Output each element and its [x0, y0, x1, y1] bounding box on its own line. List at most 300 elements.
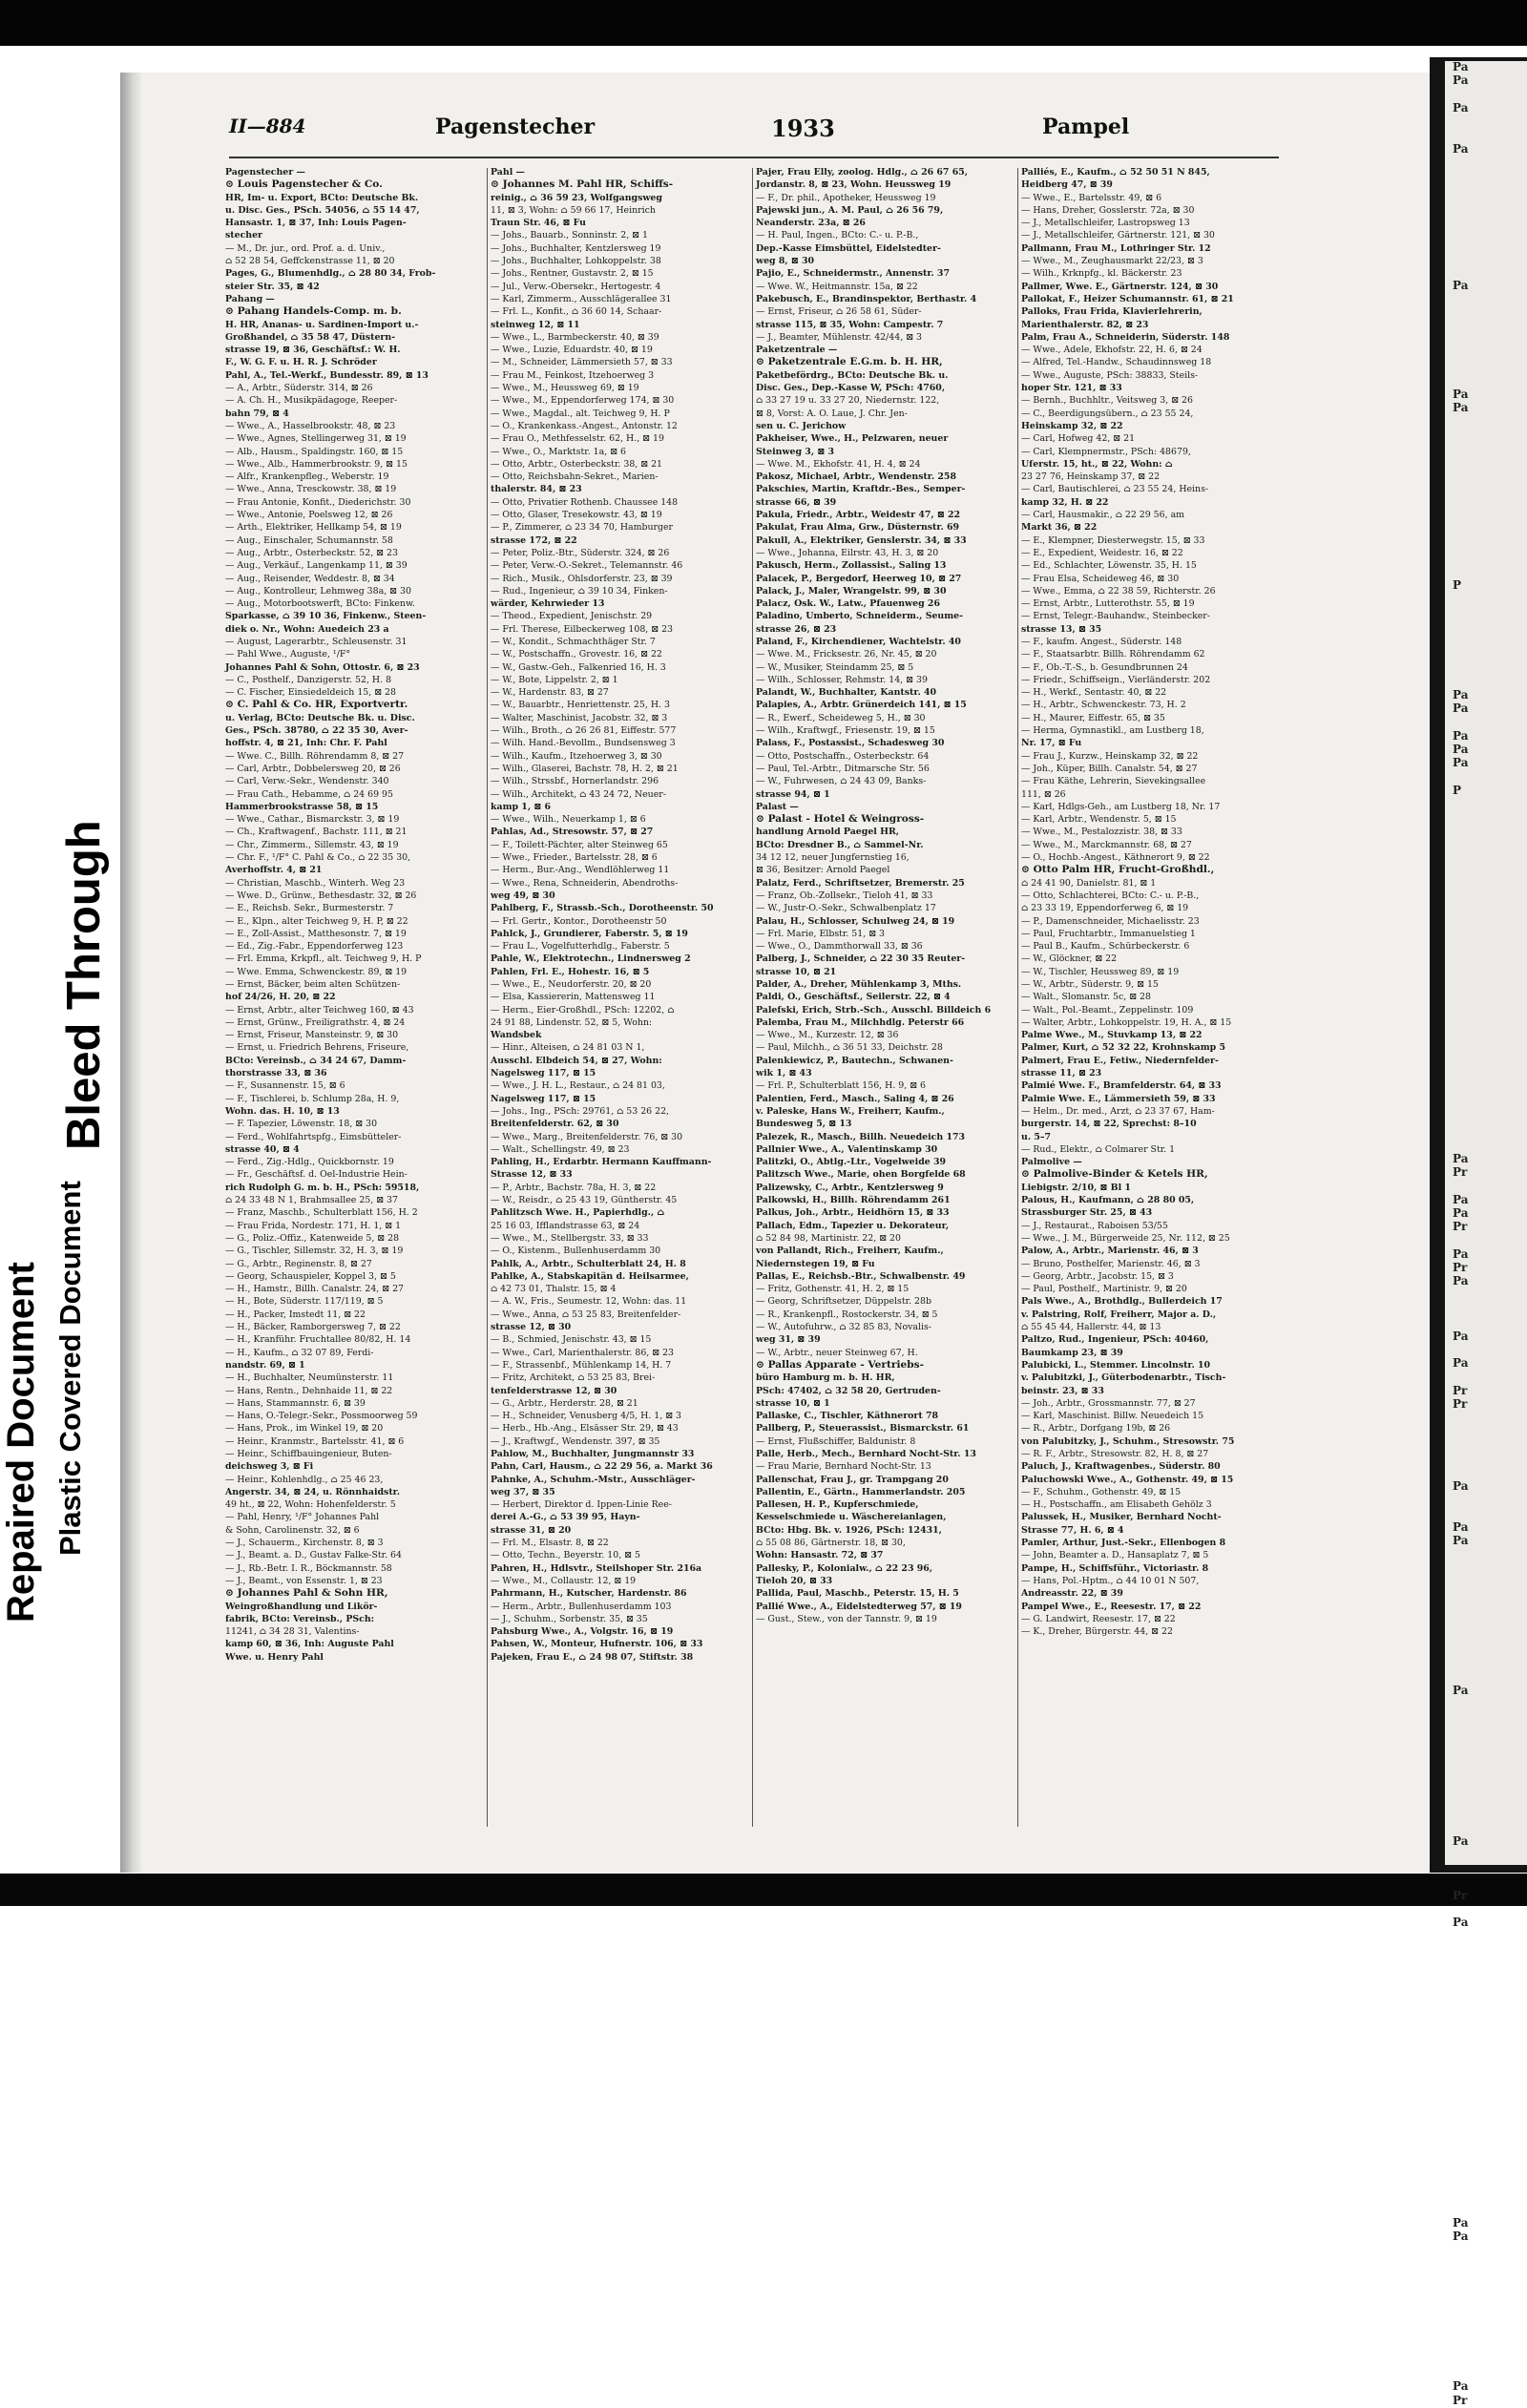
directory-entry-line: — W., Tischler, Heussweg 89, ⊠ 19 [1021, 966, 1180, 977]
directory-entry-line: — F., Strassenbf., Mühlenkamp 14, H. 7 [491, 1359, 672, 1371]
adjacent-page-line [1445, 1944, 1527, 1958]
directory-entry-line: Traun Str. 46, ⊠ Fu [491, 218, 586, 229]
directory-entry-line: — Wwe. C., Billh. Röhrendamm 8, ⊠ 27 [225, 750, 405, 762]
adjacent-page-line [1445, 826, 1527, 839]
adjacent-page-line: Pr [1453, 1888, 1468, 1902]
directory-entry-line: Pakosz, Michael, Arbtr., Wendenstr. 258 [756, 471, 956, 483]
directory-entry-line: Palemba, Frau M., Milchhdlg. Peterstr 66 [756, 1016, 965, 1028]
directory-entry-line: Markt 36, ⊠ 22 [1021, 522, 1098, 534]
directory-entry-line: ⌂ 55 08 86, Gärtnerstr. 18, ⊠ 30, [756, 1538, 906, 1549]
directory-entry-line: Andreasstr. 22, ⊠ 39 [1021, 1588, 1123, 1600]
adjacent-page-line: Pa [1453, 2215, 1469, 2230]
directory-entry-line: Pahl, A., Tel.-Werkf., Bundesstr. 89, ⊠ 13 [225, 369, 429, 381]
directory-entry-line: Uferstr. 15, ht., ⊠ 22, Wohn: ⌂ [1021, 458, 1173, 470]
directory-entry-line: — M., Schneider, Lämmersieth 57, ⊠ 33 [491, 357, 673, 368]
directory-entry-line: — Hans, Rentn., Dehnhaide 11, ⊠ 22 [225, 1385, 393, 1396]
adjacent-page-line [1445, 1412, 1527, 1425]
directory-entry-line: F., W. G. F. u. H. R. J. Schröder [225, 357, 377, 368]
directory-entry-line: — Wilh., Kaufm., Itzehoerweg 3, ⊠ 30 [491, 750, 662, 762]
directory-entry-line: — Wilh., Schlosser, Rehmstr. 14, ⊠ 39 [756, 674, 928, 685]
directory-entry-line: H. HR, Ananas- u. Sardinen-Import u.- [225, 319, 419, 330]
directory-entry-line: — Karl, Zimmerm., Ausschlägerallee 31 [491, 293, 672, 304]
directory-entry-line: Pakheiser, Wwe., H., Pelzwaren, neuer [756, 433, 949, 445]
adjacent-page-line [1445, 1344, 1527, 1357]
directory-entry-line: — Arth., Elektriker, Hellkamp 54, ⊠ 19 [225, 522, 402, 534]
adjacent-page-line [1445, 648, 1527, 661]
directory-entry-line: — Wwe., M., Collaustr. 12, ⊠ 19 [491, 1575, 637, 1586]
directory-entry-line: v. Palubitzki, J., Güterbodenarbtr., Tisch- [1021, 1372, 1226, 1384]
adjacent-page-line: Pa [1453, 1833, 1469, 1848]
directory-entry-line: Palmert, Frau E., Fetiw., Niedernfelder- [1021, 1055, 1219, 1066]
directory-entry-line: — J., Schuhm., Sorbenstr. 35, ⊠ 35 [491, 1613, 648, 1624]
directory-entry-line: — Otto, Techn., Beyerstr. 10, ⊠ 5 [491, 1550, 640, 1561]
adjacent-page-line [1445, 2326, 1527, 2339]
directory-entry-line: — Johs., Rentner, Gustavstr. 2, ⊠ 15 [491, 268, 654, 280]
directory-entry-line: von Palubitzky, J., Schuhm., Stresowstr. 75 [1021, 1435, 1235, 1447]
adjacent-page-line [1445, 1372, 1527, 1385]
directory-entry-line: strasse 115, ⊠ 35, Wohn: Campestr. 7 [756, 319, 944, 330]
directory-entry-line: — Wwe., Alb., Hammerbrookstr. 9, ⊠ 15 [225, 458, 408, 470]
directory-entry-line: — Walt., Slomanstr. 5c, ⊠ 28 [1021, 992, 1151, 1003]
directory-entry-line: — H., Bäcker, Ramborgersweg 7, ⊠ 22 [225, 1322, 401, 1333]
adjacent-page-line [1445, 2135, 1527, 2148]
directory-entry-line: — Hans, Prok., im Winkel 19, ⊠ 20 [225, 1423, 384, 1434]
directory-entry-line: — J., Beamt., von Essenstr. 1, ⊠ 23 [225, 1575, 383, 1586]
directory-entry-line: — Carl, Bautischlerei, ⌂ 23 55 24, Heins- [1021, 484, 1209, 495]
adjacent-page-line [1445, 607, 1527, 620]
directory-entry-line: Paketbefördrg., BCto: Deutsche Bk. u. [756, 369, 949, 381]
adjacent-page-line [1445, 1030, 1527, 1043]
directory-entry-line: v. Paleske, Hans W., Freiherr, Kaufm., [756, 1105, 945, 1117]
adjacent-page-line: Pa [1453, 1205, 1469, 1220]
directory-entry-line: Pahn, Carl, Hausm., ⌂ 22 29 56, a. Markt 36 [491, 1461, 713, 1473]
adjacent-page-line [1445, 1862, 1527, 1875]
adjacent-page-line: Pa [1453, 60, 1469, 73]
directory-entry-line: — J., Restaurat., Raboisen 53/55 [1021, 1220, 1168, 1231]
directory-entry-line: — F., Ob.-T.-S., b. Gesundbrunnen 24 [1021, 661, 1188, 673]
directory-entry-line: — Pahl, Henry, ¹/F° Johannes Pahl [225, 1512, 380, 1523]
directory-entry-line: — E., Expedient, Weidestr. 16, ⊠ 22 [1021, 547, 1183, 558]
directory-entry-line: Pajeken, Frau E., ⌂ 24 98 07, Stiftstr. 38 [491, 1651, 694, 1663]
adjacent-page-line [1445, 1753, 1527, 1767]
adjacent-page-line [1445, 293, 1527, 306]
directory-entry-line: ⌂ 23 33 19, Eppendorferweg 6, ⊠ 19 [1021, 903, 1189, 914]
directory-entry-line: — E., Zoll-Assist., Matthesonstr. 7, ⊠ 19 [225, 928, 407, 939]
directory-entry-line: — C., Posthelf., Danzigerstr. 52, H. 8 [225, 674, 392, 685]
directory-entry-line: 34 12 12, neuer Jungfernstieg 16, [756, 852, 910, 864]
directory-entry-line: Pahlck, J., Grundierer, Faberstr. 5, ⊠ 19 [491, 928, 688, 939]
directory-entry-line: — J., Beamter, Mühlenstr. 42/44, ⊠ 3 [756, 331, 922, 343]
directory-entry-line: — Wwe., M., Heussweg 69, ⊠ 19 [491, 383, 639, 394]
adjacent-page-line [1445, 1002, 1527, 1016]
directory-entry-line: — Ed., Zig.-Fabr., Eppendorferweg 123 [225, 941, 404, 953]
adjacent-page-line [1445, 1099, 1527, 1112]
directory-entry-line: — Wwe., L., Barmbeckerstr. 40, ⊠ 39 [491, 331, 659, 343]
directory-entry-line: — Frau Käthe, Lehrerin, Sievekingsallee [1021, 776, 1206, 787]
side-label-bleed-through: Bleed Through [58, 820, 110, 1150]
directory-entry-line: — Wwe., Adele, Ekhofstr. 22, H. 6, ⊠ 24 [1021, 345, 1203, 356]
directory-entry-line: — Wilh., Krknpfg., kl. Bäckerstr. 23 [1021, 268, 1182, 280]
directory-entry-line: Pallach, Edm., Tapezier u. Dekorateur, [756, 1220, 950, 1231]
directory-entry-line: Tieloh 20, ⊠ 33 [756, 1575, 833, 1586]
directory-entry-line: diek o. Nr., Wohn: Auedeich 23 a [225, 623, 389, 635]
directory-entry-line: u. Disc. Ges., PSch. 54056, ⌂ 55 14 47, [225, 204, 420, 216]
adjacent-page-line [1445, 2245, 1527, 2258]
adjacent-page-line: Pr [1453, 2393, 1468, 2407]
directory-entry-line: — Johs., Bauarb., Sonninstr. 2, ⊠ 1 [491, 230, 648, 241]
directory-entry-line: — Frau M., Feinkost, Itzehoerweg 3 [491, 369, 655, 381]
directory-entry-line: ⌂ 24 33 48 N 1, Brahmsallee 25, ⊠ 37 [225, 1195, 398, 1206]
adjacent-page-line [1445, 1071, 1527, 1084]
directory-entry-line: strasse 11, ⊠ 23 [1021, 1068, 1102, 1079]
adjacent-page-line [1445, 1507, 1527, 1520]
directory-entry-line: — J., Schauerm., Kirchenstr. 8, ⊠ 3 [225, 1538, 384, 1549]
adjacent-page-line [1445, 1972, 1527, 1985]
adjacent-page-line [1445, 566, 1527, 579]
adjacent-page-line [1445, 1316, 1527, 1330]
adjacent-page-line [1445, 1821, 1527, 1834]
adjacent-page-line: Pa [1453, 1478, 1469, 1493]
directory-entry-line: — Heinr., Schiffbauingenieur, Buten- [225, 1448, 392, 1459]
directory-entry-line: — Frau Cath., Hebamme, ⌂ 24 69 95 [225, 788, 393, 800]
header-year: 1933 [771, 115, 835, 142]
directory-entry-line: — Rich., Musik., Ohlsdorferstr. 23, ⊠ 39 [491, 573, 673, 584]
directory-entry-line: — Rud., Elektr., ⌂ Colmarer Str. 1 [1021, 1143, 1176, 1155]
directory-entry-line: — W., Kondit., Schmachthäger Str. 7 [491, 636, 656, 647]
adjacent-page-line [1445, 770, 1527, 784]
scan-top-border [0, 0, 1527, 46]
adjacent-page-line [1445, 2094, 1527, 2107]
adjacent-page-line [1445, 525, 1527, 538]
adjacent-page-line: Pa [1453, 2379, 1469, 2394]
directory-entry-line: Pahle, W., Elektrotechn., Lindnersweg 2 [491, 953, 691, 965]
directory-entry-line: Pakulat, Frau Alma, Grw., Düsternstr. 69 [756, 522, 960, 534]
directory-entry-line: ⊙ C. Pahl & Co. HR, Exportvertr. [225, 699, 408, 711]
directory-entry-line: Pahlberg, F., Strassb.-Sch., Dorotheenstr. 50 [491, 903, 714, 914]
directory-entry-line: Palmié Wwe. F., Bramfelderstr. 64, ⊠ 33 [1021, 1080, 1222, 1092]
adjacent-page-line [1445, 1849, 1527, 1862]
directory-entry-line: hoper Str. 121, ⊠ 33 [1021, 383, 1122, 394]
directory-entry-line: — Wwe., Marg., Breitenfelderstr. 76, ⊠ 30 [491, 1131, 683, 1142]
directory-entry-line: kamp 32, H. ⊠ 22 [1021, 496, 1109, 508]
directory-entry-line: — Carl, Hausmakir., ⌂ 22 29 56, am [1021, 510, 1185, 521]
adjacent-page-line [1445, 2148, 1527, 2162]
directory-entry-line: — R. F., Arbtr., Stresowstr. 82, H. 8, ⊠ 27 [1021, 1448, 1209, 1459]
directory-entry-line: — H., Kaufm., ⌂ 32 07 89, Ferdi- [225, 1347, 374, 1358]
directory-entry-line: — Hans, Stammannstr. 6, ⊠ 39 [225, 1397, 366, 1409]
directory-entry-line: — Wilh. Hand.-Bevollm., Bundsensweg 3 [491, 738, 676, 749]
directory-entry-line: — Chr., Zimmerm., Sillemstr. 43, ⊠ 19 [225, 839, 399, 850]
directory-entry-line: — Alb., Hausm., Spaldingstr. 160, ⊠ 15 [225, 446, 404, 457]
adjacent-page-line: Pa [1453, 1246, 1469, 1261]
adjacent-page-line [1445, 2313, 1527, 2326]
directory-entry-line: — Heinr., Kranmstr., Bartelsstr. 41, ⊠ 6 [225, 1435, 405, 1447]
directory-entry-line: — Ernst, Flußschiffer, Baldunistr. 8 [756, 1435, 916, 1447]
directory-entry-line: Pakebusch, E., Brandinspektor, Berthastr. 4 [756, 293, 977, 304]
directory-entry-line: ⊙ Paketzentrale E.G.m. b. H. HR, [756, 356, 943, 368]
adjacent-page-line [1445, 1603, 1527, 1617]
directory-entry-line: — Frau L., Vogelfutterhdlg., Faberstr. 5 [491, 941, 670, 953]
directory-entry-line: — Wwe., Johanna, Eilrstr. 43, H. 3, ⊠ 20 [756, 547, 939, 558]
directory-entry-line: — Wwe., M., Pestalozzistr. 38, ⊠ 33 [1021, 827, 1182, 838]
directory-entry-line: — John, Beamter a. D., Hansaplatz 7, ⊠ 5 [1021, 1550, 1209, 1561]
directory-entry-line: ⊙ Palast - Hotel & Weingross- [756, 813, 925, 826]
adjacent-page-line: Pa [1453, 1274, 1469, 1288]
adjacent-page-line [1445, 1617, 1527, 1630]
adjacent-page-line [1445, 1985, 1527, 1999]
directory-entry-line: — Wilh., Glaserei, Bachstr. 78, H. 2, ⊠ 21 [491, 763, 679, 774]
directory-entry-line: HR, Im- u. Export, BCto: Deutsche Bk. [225, 192, 419, 203]
directory-entry-line: Pallentin, E., Gärtn., Hammerlandstr. 205 [756, 1486, 966, 1497]
directory-entry-line: — J., Beamt. a. D., Gustav Falke-Str. 64 [225, 1550, 402, 1561]
adjacent-page-line: Pa [1453, 687, 1469, 701]
adjacent-page-line [1445, 1658, 1527, 1671]
directory-entry-line: bahn 79, ⊠ 4 [225, 408, 289, 419]
directory-entry-line: büro Hamburg m. b. H. HR, [756, 1372, 895, 1384]
directory-entry-line: — H., Kranführ. Fruchtallee 80/82, H. 14 [225, 1334, 411, 1346]
adjacent-page-line [1445, 512, 1527, 525]
directory-entry-line: Pahlitzsch Wwe. H., Papierhdlg., ⌂ [491, 1207, 665, 1219]
adjacent-page-line: Pa [1453, 728, 1469, 743]
adjacent-page-line: Pa [1453, 73, 1469, 88]
directory-entry-line: — Herm., Eier-Großhdl., PSch: 12202, ⌂ [491, 1004, 675, 1016]
directory-entry-line: Palussek, H., Musiker, Bernhard Nocht- [1021, 1512, 1222, 1523]
adjacent-page-line: Pa [1453, 387, 1469, 402]
directory-entry-line: ⊙ Palmolive-Binder & Ketels HR, [1021, 1168, 1208, 1181]
directory-entry-line: — C., Beerdigungsübern., ⌂ 23 55 24, [1021, 408, 1194, 419]
directory-entry-line: — F., Tischlerei, b. Schlump 28a, H. 9, [225, 1093, 400, 1104]
scan-bottom-border [0, 1874, 1527, 1906]
directory-entry-line: Palder, A., Dreher, Mühlenkamp 3, Mths. [756, 979, 962, 990]
directory-entry-line: Pallnier Wwe., A., Valentinskamp 30 [756, 1143, 938, 1155]
directory-entry-line: — Frl. Marie, Elbstr. 51, ⊠ 3 [756, 928, 885, 939]
directory-entry-line: — Aug., Verkäuf., Langenkamp 11, ⊠ 39 [225, 560, 408, 572]
directory-entry-line: — Wwe., Carl, Marienthalerstr. 86, ⊠ 23 [491, 1347, 675, 1358]
adjacent-page-line [1445, 225, 1527, 239]
directory-entry-line: Palle, Herb., Mech., Bernhard Nocht-Str. 13 [756, 1448, 976, 1459]
directory-entry-line: Strassburger Str. 25, ⊠ 43 [1021, 1207, 1153, 1219]
directory-entry-line: ⊙ Pahang Handels-Comp. m. b. [225, 305, 402, 318]
directory-entry-line: sen u. C. Jerichow [756, 420, 847, 431]
adjacent-page-line [1445, 1740, 1527, 1753]
directory-entry-line: — H., Arbtr., Schwenckestr. 73, H. 2 [1021, 700, 1186, 711]
directory-entry-line: — Frau Frida, Nordestr. 171, H. 1, ⊠ 1 [225, 1220, 402, 1231]
directory-entry-line: ⌂ 33 27 19 u. 33 27 20, Niedernstr. 122, [756, 395, 940, 407]
directory-entry-line: — F., Staatsarbtr. Billh. Röhrendamm 62 [1021, 649, 1205, 660]
directory-entry-line: — Wwe., M., Zeughausmarkt 22/23, ⊠ 3 [1021, 256, 1203, 267]
adjacent-page-line [1445, 1562, 1527, 1576]
directory-entry-line: — Ch., Kraftwagenf., Bachstr. 111, ⊠ 21 [225, 827, 408, 838]
directory-entry-line: — Rud., Ingenieur, ⌂ 39 10 34, Finken- [491, 585, 668, 597]
directory-entry-line: — Herm., Bur.-Ang., Wendlöhlerweg 11 [491, 865, 670, 876]
directory-entry-line: weg 31, ⊠ 39 [756, 1334, 821, 1346]
directory-entry-line: ⊠ 36, Besitzer: Arnold Paegel [756, 865, 890, 876]
adjacent-page-line: Pa [1453, 401, 1469, 415]
adjacent-page-line [1445, 1999, 1527, 2012]
directory-entry-line: — G., Tischler, Sillemstr. 32, H. 3, ⊠ 19 [225, 1246, 404, 1257]
directory-entry-line: — Theod., Expedient, Jenischstr. 29 [491, 611, 653, 622]
directory-entry-line: Palitzki, O., Abtlg.-Ltr., Vogelweide 39 [756, 1157, 947, 1168]
adjacent-page-line [1445, 157, 1527, 170]
directory-entry-line: Pahlas, Ad., Stresowstr. 57, ⊠ 27 [491, 827, 654, 838]
adjacent-page-line [1445, 989, 1527, 1002]
directory-entry-line: — Wwe. Emma, Schwenckestr. 89, ⊠ 19 [225, 966, 408, 977]
directory-entry-line: Nr. 17, ⊠ Fu [1021, 738, 1082, 749]
directory-entry-line: — W., Fuhrwesen, ⌂ 24 43 09, Banks- [756, 776, 927, 787]
adjacent-page-line [1445, 1289, 1527, 1303]
directory-entry-line: Neanderstr. 23a, ⊠ 26 [756, 218, 866, 229]
directory-entry-line: BCto: Dresdner B., ⌂ Sammel-Nr. [756, 839, 924, 850]
directory-entry-line: BCto: Vereinsb., ⌂ 34 24 67, Damm- [225, 1055, 407, 1066]
directory-entry-line: Palentien, Ferd., Masch., Saling 4, ⊠ 26 [756, 1093, 954, 1104]
directory-entry-line: tenfelderstrasse 12, ⊠ 30 [491, 1385, 617, 1396]
adjacent-page-line [1445, 553, 1527, 566]
directory-entry-line: strasse 10, ⊠ 21 [756, 966, 837, 977]
directory-entry-line: strasse 10, ⊠ 1 [756, 1397, 830, 1409]
directory-columns [225, 166, 1275, 1827]
directory-entry-line: — Herb., Hb.-Ang., Elsässer Str. 29, ⊠ 43 [491, 1423, 679, 1434]
directory-entry-line: — H., Postschaffn., am Elisabeth Gehölz 3 [1021, 1499, 1212, 1511]
adjacent-page-line [1445, 1235, 1527, 1248]
directory-entry-line: — Wwe., Rena, Schneiderin, Abendroths- [491, 877, 679, 889]
directory-entry-line: Pajewski jun., A. M. Paul, ⌂ 26 56 79, [756, 204, 944, 216]
adjacent-page-line [1445, 948, 1527, 961]
adjacent-page-line [1445, 2204, 1527, 2217]
adjacent-page-line [1445, 675, 1527, 688]
directory-entry-line: strasse 19, ⊠ 36, Geschäftsf.: W. H. [225, 345, 401, 356]
directory-entry-line: — J., Kraftwgf., Wendenstr. 397, ⊠ 35 [491, 1435, 660, 1447]
adjacent-page-line [1445, 1808, 1527, 1821]
directory-entry-line: — Johs., Buchhalter, Lohkoppelstr. 38 [491, 256, 661, 267]
directory-entry-line: weg 8, ⊠ 30 [756, 256, 815, 267]
adjacent-page-line [1445, 265, 1527, 279]
column-rule [1017, 168, 1018, 1827]
directory-entry-line: — Wilh., Strssbf., Hornerlandstr. 296 [491, 776, 659, 787]
directory-entry-line: Palubicki, L., Stemmer. Lincolnstr. 10 [1021, 1359, 1211, 1371]
directory-entry-line: — W., Postschaffn., Grovestr. 16, ⊠ 22 [491, 649, 662, 660]
directory-entry-line: — Frl. Gertr., Kontor., Dorotheenstr 50 [491, 915, 667, 927]
directory-entry-line: ⊙ Otto Palm HR, Frucht-Großhdl., [1021, 864, 1215, 876]
directory-entry-line: — Wilh., Kraftwgf., Friesenstr. 19, ⊠ 15 [756, 725, 935, 737]
directory-entry-line: Palast — [756, 801, 799, 812]
directory-entry-line: — Joh., Arbtr., Grossmannstr. 77, ⊠ 27 [1021, 1397, 1196, 1409]
directory-entry-line: weg 37, ⊠ 35 [491, 1486, 555, 1497]
directory-entry-line: v. Palstring, Rolf, Freiherr, Major a. D., [1021, 1309, 1217, 1320]
adjacent-page-line: Pr [1453, 1383, 1468, 1397]
directory-entry-line: — Otto, Privatier Rothenb. Chaussee 148 [491, 496, 679, 508]
adjacent-page-line [1445, 2272, 1527, 2285]
directory-entry-line: Pahling, H., Erdarbtr. Hermann Kauffmann- [491, 1157, 712, 1168]
directory-column-2 [491, 166, 746, 1827]
directory-entry-line: Pahang — [225, 293, 275, 304]
directory-entry-line: — Wwe., M., Kurzestr. 12, ⊠ 36 [756, 1030, 899, 1041]
adjacent-page-line [1445, 1671, 1527, 1685]
directory-entry-line: — Aug., Reisender, Weddestr. 8, ⊠ 34 [225, 573, 395, 584]
directory-entry-line: — Paul, Milchh., ⌂ 36 51 33, Deichstr. 28 [756, 1042, 943, 1054]
directory-entry-line: Paland, F., Kirchendiener, Wachtelstr. 40 [756, 636, 961, 647]
directory-entry-line: Pallberg, P., Steuerassist., Bismarckstr. 61 [756, 1423, 970, 1434]
directory-entry-line: — Hans, Pol.-Hptm., ⌂ 44 10 01 N 507, [1021, 1575, 1200, 1586]
directory-entry-line: Pampe, H., Schiffsführ., Victoriastr. 8 [1021, 1562, 1209, 1574]
directory-entry-line: Wohn. das. H. 10, ⊠ 13 [225, 1105, 340, 1117]
directory-entry-line: Palous, H., Kaufmann, ⌂ 28 80 05, [1021, 1195, 1195, 1206]
directory-entry-line: — Aug., Einschaler, Schumannstr. 58 [225, 534, 393, 546]
adjacent-page-line [1445, 2354, 1527, 2367]
adjacent-page-line: Pa [1453, 141, 1469, 156]
directory-entry-line: — Walt., Pol.-Beamt., Zeppelinstr. 109 [1021, 1004, 1194, 1016]
directory-entry-line: Disc. Ges., Dep.-Kasse W, PSch: 4760, [756, 383, 946, 394]
directory-entry-line: Ges., PSch. 38780, ⌂ 22 35 30, Aver- [225, 725, 408, 737]
directory-entry-line: — J., Rb.-Betr. I. R., Böckmannstr. 58 [225, 1562, 392, 1574]
adjacent-page-line [1445, 1931, 1527, 1944]
adjacent-page-line [1445, 1958, 1527, 1971]
adjacent-page-line [1445, 375, 1527, 388]
directory-entry-line: — H., Schneider, Venusberg 4/5, H. 1, ⊠ 3 [491, 1411, 681, 1422]
directory-entry-line: Palau, H., Schlosser, Schulweg 24, ⊠ 19 [756, 915, 955, 927]
directory-entry-line: — Wwe., O., Marktstr. 1a, ⊠ 6 [491, 446, 627, 457]
directory-entry-line: — W., Reisdr., ⌂ 25 43 19, Güntherstr. 45 [491, 1195, 678, 1206]
directory-entry-line: — Franz, Ob.-Zollsekr., Tieloh 41, ⊠ 33 [756, 890, 933, 901]
directory-entry-line: — B., Schmied, Jenischstr. 43, ⊠ 15 [491, 1334, 652, 1346]
adjacent-page-line [1445, 934, 1527, 948]
directory-entry-line: — Frau Elsa, Scheideweg 46, ⊠ 30 [1021, 573, 1180, 584]
directory-entry-line: — Wwe. M., Ekhofstr. 41, H. 4, ⊠ 24 [756, 458, 921, 470]
directory-entry-line: — Peter, Verw.-O.-Sekret., Telemannstr. 46 [491, 560, 683, 572]
directory-entry-line: — Wwe., Emma, ⌂ 22 38 59, Richterstr. 26 [1021, 585, 1216, 597]
directory-entry-line: — Hinr., Alteisen, ⌂ 24 81 03 N 1, [491, 1042, 645, 1054]
directory-entry-line: — A. Ch. H., Musikpädagoge, Reeper- [225, 395, 398, 407]
directory-entry-line: Liebigstr. 2/10, ⊠ Bl 1 [1021, 1182, 1131, 1193]
adjacent-page-line [1445, 2026, 1527, 2040]
directory-entry-line: — Frau O., Methfesselstr. 62, H., ⊠ 19 [491, 433, 664, 445]
directory-entry-line: Ausschl. Elbdeich 54, ⊠ 27, Wohn: [491, 1055, 662, 1066]
directory-entry-line: — F. Tapezier, Löwenstr. 18, ⊠ 30 [225, 1119, 378, 1130]
adjacent-page-line [1445, 1726, 1527, 1739]
directory-entry-line: ⌂ 55 45 44, Hallerstr. 44, ⊠ 13 [1021, 1322, 1161, 1333]
adjacent-page-line [1445, 1084, 1527, 1098]
directory-entry-line: — Aug., Kontrolleur, Lehmweg 38a, ⊠ 30 [225, 585, 411, 597]
directory-entry-line: 25 16 03, Ifflandstrasse 63, ⊠ 24 [491, 1220, 640, 1231]
adjacent-page-line [1445, 362, 1527, 375]
directory-entry-line: rich Rudolph G. m. b. H., PSch: 59518, [225, 1182, 420, 1193]
adjacent-page-line [1445, 852, 1527, 866]
directory-entry-line: 11241, ⌂ 34 28 31, Valentins- [225, 1626, 360, 1638]
adjacent-page-line [1445, 334, 1527, 347]
directory-entry-line: Strasse 77, H. 6, ⊠ 4 [1021, 1524, 1124, 1536]
directory-entry-line: — P., Zimmerer, ⌂ 23 34 70, Hamburger [491, 522, 674, 534]
directory-entry-line: Palm, Frau A., Schneiderin, Süderstr. 148 [1021, 331, 1230, 343]
directory-entry-line: — Wwe. D., Grünw., Bethesdastr. 32, ⊠ 26 [225, 890, 417, 901]
directory-entry-line: — H., Werkf., Sentastr. 40, ⊠ 22 [1021, 687, 1167, 699]
directory-entry-line: Hammerbrookstrasse 58, ⊠ 15 [225, 801, 379, 812]
adjacent-page-line [1445, 306, 1527, 320]
directory-entry-line: — Frl. Therese, Eilbeckerweg 108, ⊠ 23 [491, 623, 674, 635]
column-rule [487, 168, 488, 1827]
directory-entry-line: — Wwe., Magdal., alt. Teichweg 9, H. P [491, 408, 670, 419]
adjacent-page-line [1445, 2189, 1527, 2203]
adjacent-page-line [1445, 2012, 1527, 2025]
adjacent-page-line [1445, 1139, 1527, 1152]
page-header [153, 111, 1412, 149]
directory-entry-line: Palapies, A., Arbtr. Grünerdeich 141, ⊠ 15 [756, 700, 967, 711]
directory-entry-line: — F., Dr. phil., Apotheker, Heussweg 19 [756, 192, 936, 203]
directory-entry-line: Pallmann, Frau M., Lothringer Str. 12 [1021, 242, 1211, 254]
directory-entry-line: — C. Fischer, Einsiedeldeich 15, ⊠ 28 [225, 687, 396, 699]
directory-entry-line: strasse 13, ⊠ 35 [1021, 623, 1102, 635]
directory-entry-line: ⌂ 52 84 98, Martinistr. 22, ⊠ 20 [756, 1232, 901, 1244]
adjacent-page-line [1445, 471, 1527, 484]
directory-entry-line: wik 1, ⊠ 43 [756, 1068, 812, 1079]
